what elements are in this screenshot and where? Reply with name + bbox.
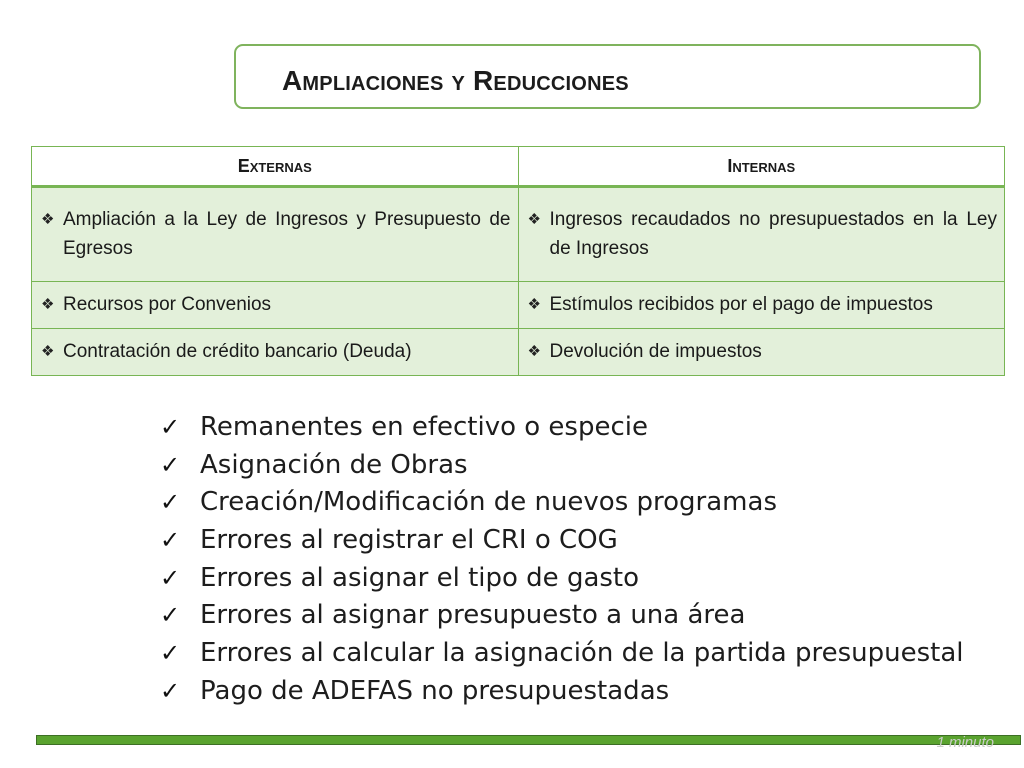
list-item: [160, 521, 964, 559]
table-cell: [518, 281, 1005, 328]
diamond-bullet-icon: ❖: [41, 211, 55, 229]
footer-note: 1 minuto: [936, 734, 994, 751]
header-internas: Internas: [518, 147, 1005, 187]
diamond-bullet-icon: ❖: [41, 343, 55, 361]
cell-text: Ampliación a la Ley de Ingresos y Presupuesto de Egresos: [63, 209, 511, 260]
diamond-bullet-icon: ❖: [41, 296, 55, 314]
list-item-text: Remanentes en efectivo o especie: [200, 411, 648, 442]
list-item-text: Pago de ADEFAS no presupuestadas: [200, 675, 670, 706]
list-item-text: Errores al asignar presupuesto a una área: [200, 600, 746, 631]
table-cell: [32, 187, 519, 282]
table-row: [32, 328, 1005, 375]
checkmark-icon: ✓: [160, 450, 181, 479]
table-header-row: [32, 147, 1005, 187]
table-cell: [518, 187, 1005, 282]
checkmark-icon: ✓: [160, 563, 181, 592]
checkmark-icon: ✓: [160, 601, 181, 630]
cell-text: Ingresos recaudados no presupuestados en la Ley de Ingresos: [549, 209, 997, 260]
header-externas: Externas: [32, 147, 519, 187]
list-item: [160, 596, 964, 634]
table-row: [32, 187, 1005, 282]
list-item: [160, 446, 964, 484]
diamond-bullet-icon: ❖: [527, 343, 541, 361]
list-item: [160, 672, 964, 710]
table-cell: [32, 281, 519, 328]
cell-text: Devolución de impuestos: [549, 341, 762, 363]
cell-text: Estímulos recibidos por el pago de impuestos: [549, 294, 933, 316]
slide-title: Ampliaciones y Reducciones: [282, 65, 629, 96]
list-item: [160, 483, 964, 521]
list-item: [160, 408, 964, 446]
list-item-text: Asignación de Obras: [200, 449, 468, 480]
comparison-table: [31, 146, 1005, 376]
diamond-bullet-icon: ❖: [527, 211, 541, 229]
checkmark-icon: ✓: [160, 488, 181, 517]
checkmark-icon: ✓: [160, 676, 181, 705]
diamond-bullet-icon: ❖: [527, 296, 541, 314]
list-item: [160, 634, 964, 672]
title-box: [234, 44, 981, 109]
checkmark-icon: ✓: [160, 412, 181, 441]
table-row: [32, 281, 1005, 328]
checklist: [160, 408, 964, 710]
list-item-text: Errores al calcular la asignación de la partida presupuestal: [200, 637, 964, 668]
cell-text: Contratación de crédito bancario (Deuda): [63, 341, 412, 363]
table-cell: [518, 328, 1005, 375]
list-item-text: Errores al asignar el tipo de gasto: [200, 562, 640, 593]
list-item-text: Errores al registrar el CRI o COG: [200, 524, 618, 555]
checkmark-icon: ✓: [160, 525, 181, 554]
footer-bar: [36, 735, 1021, 745]
list-item-text: Creación/Modificación de nuevos programas: [200, 487, 777, 518]
list-item: [160, 559, 964, 597]
table-cell: [32, 328, 519, 375]
checkmark-icon: ✓: [160, 638, 181, 667]
cell-text: Recursos por Convenios: [63, 294, 272, 316]
